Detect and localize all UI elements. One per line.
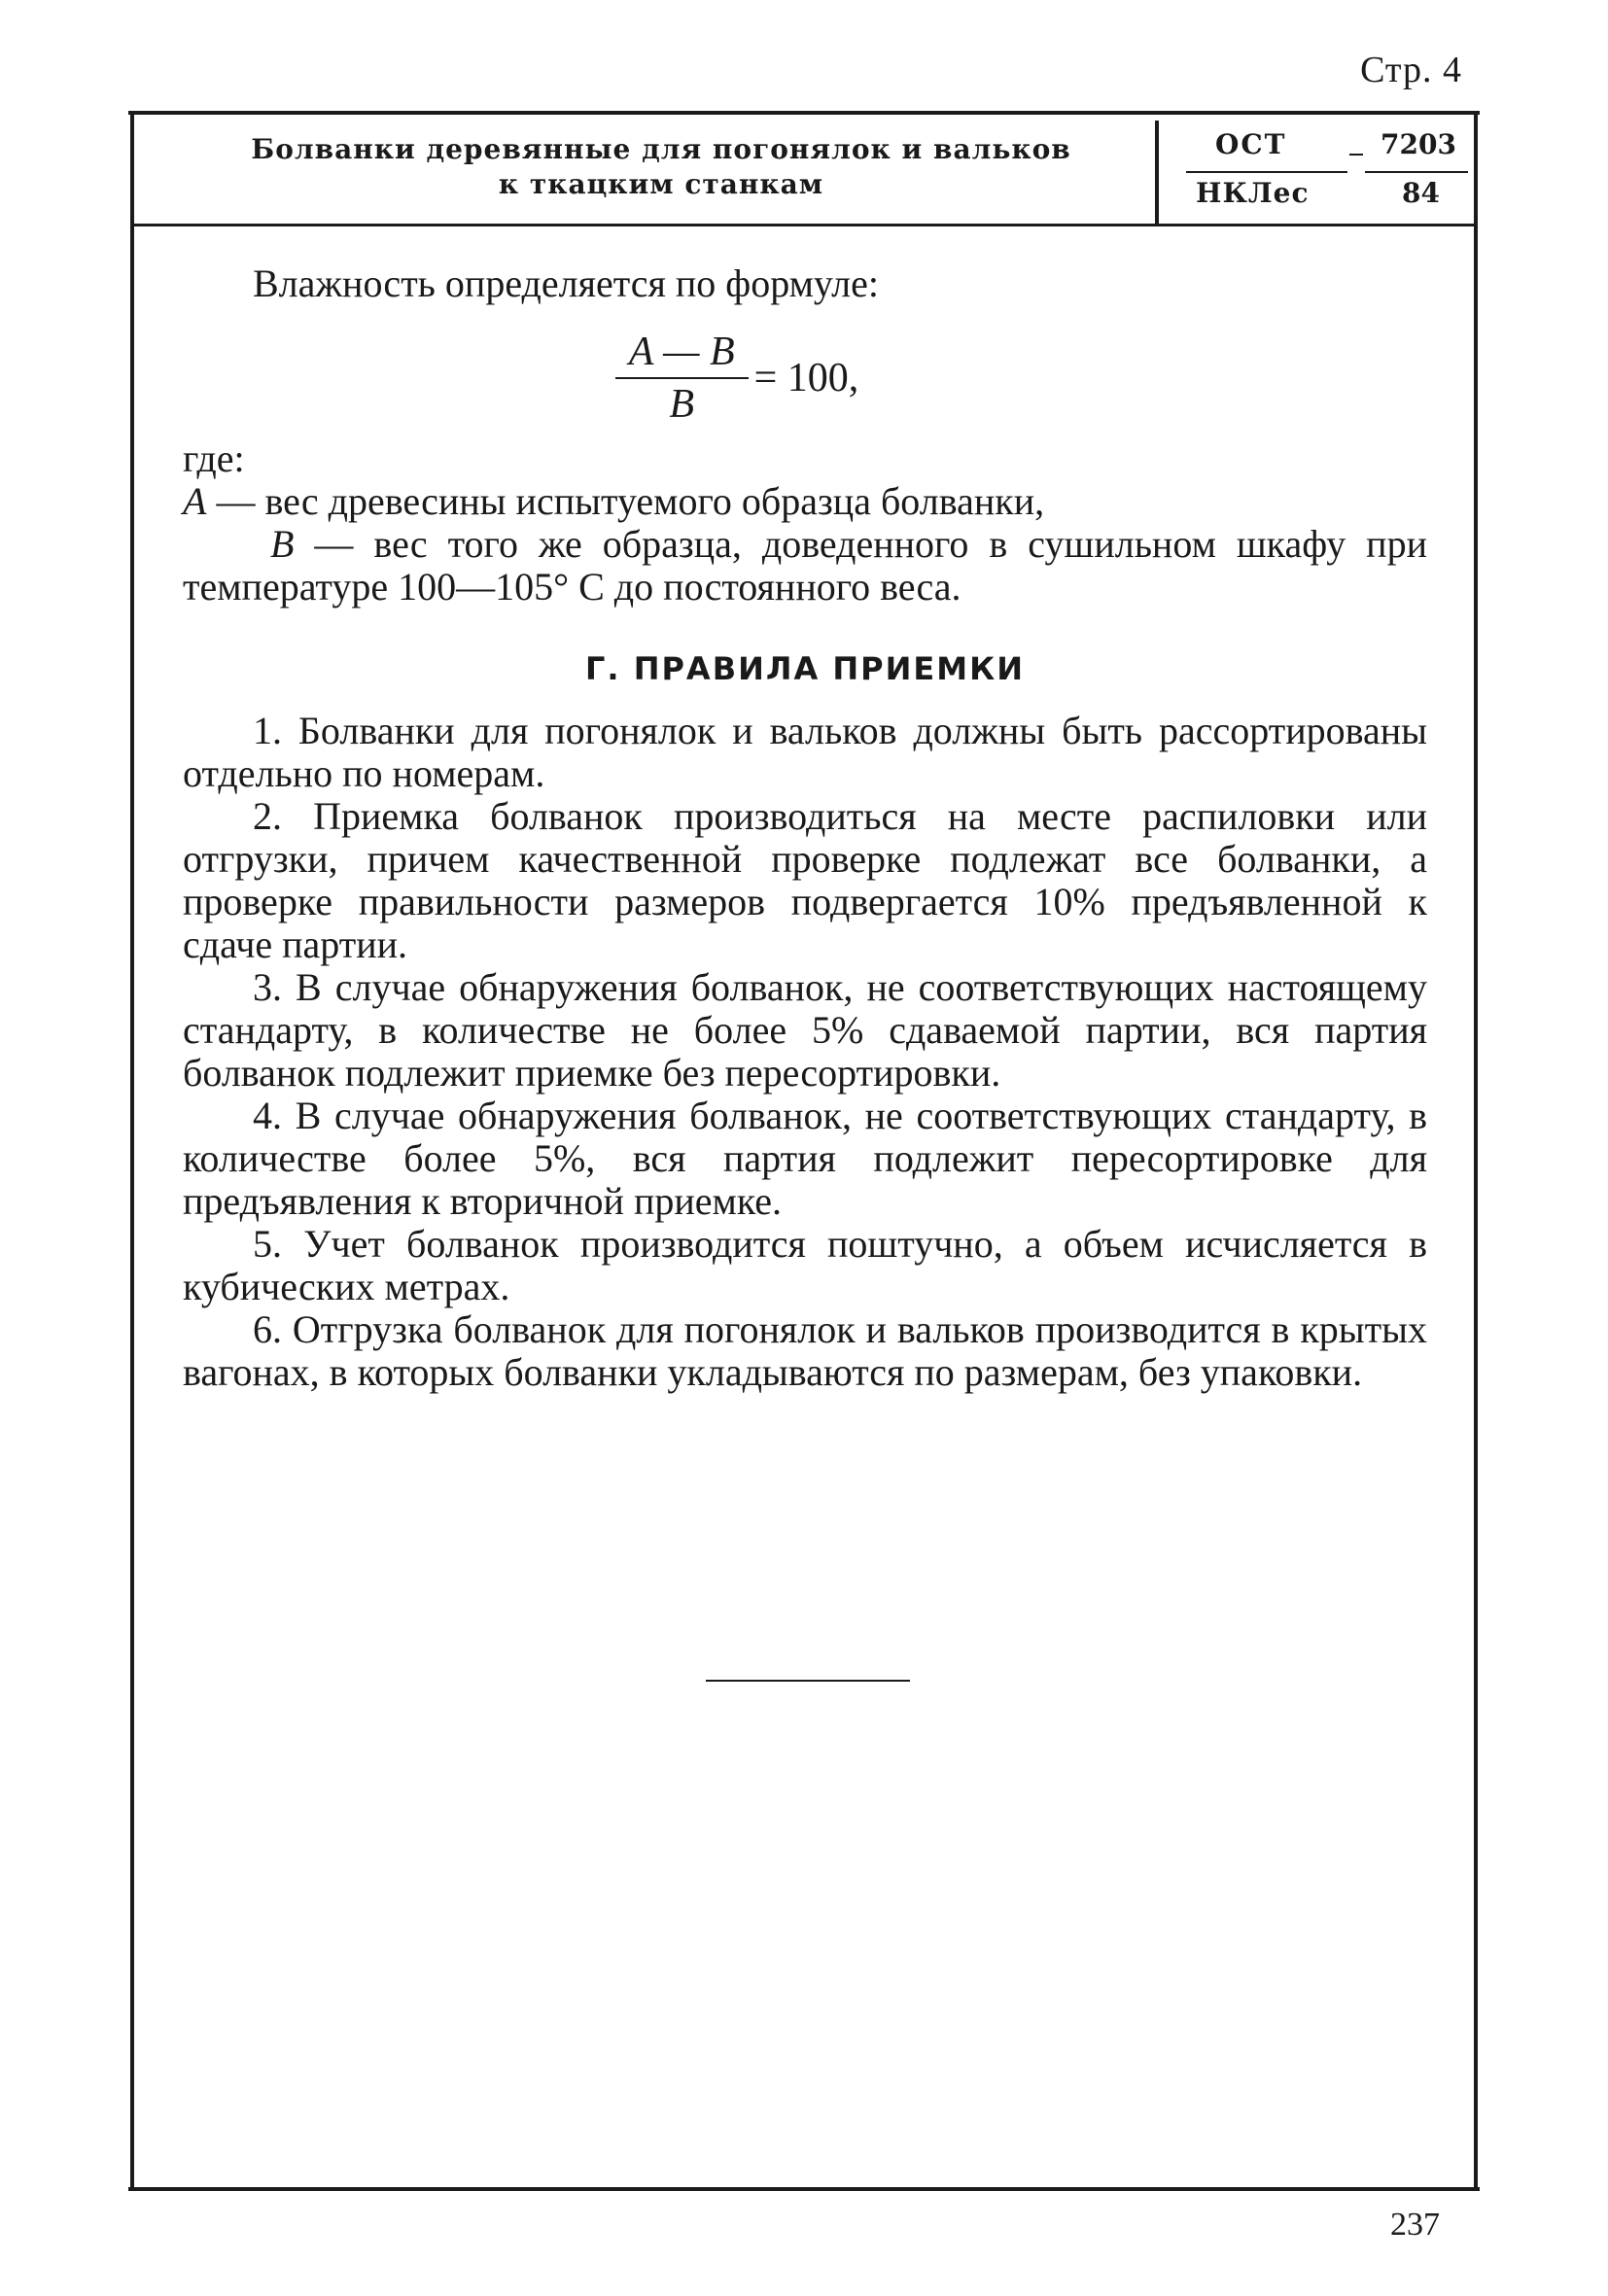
rule-item: 1. Болванки для погонялок и вальков должны быть рассортированы отдельно по номерам. xyxy=(183,709,1427,795)
definition-text: — вес того же образца, доведенного в сушильном шкафу при температуре 100—105° С до постоянного веса. xyxy=(183,522,1427,609)
std-year: 84 xyxy=(1402,177,1440,209)
rule-item: 3. В случае обнаружения болванок, не соответствующих настоящему стандарту, в количестве не более 5% сдаваемой партии, вся партия болванок подлежит приемке без пересортировки. xyxy=(183,965,1427,1095)
header-title-line1: Болванки деревянные для погонялок и вальков xyxy=(251,133,1071,165)
std-rule-left xyxy=(1186,171,1347,173)
definition-text: — вес древесины испытуемого образца болванки, xyxy=(206,479,1045,523)
moisture-formula xyxy=(183,321,1427,435)
header-divider xyxy=(1155,121,1159,224)
formula-denominator: B xyxy=(669,382,694,427)
definition-symbol: B xyxy=(270,522,295,566)
formula-fraction xyxy=(615,330,749,426)
page-number: 237 xyxy=(1390,2207,1440,2243)
section-title: Г. ПРАВИЛА ПРИЕМКИ xyxy=(585,650,1025,687)
intro-text: Влажность определяется по формуле: xyxy=(253,261,879,305)
formula-tail: = 100, xyxy=(753,356,859,400)
where-label: где: xyxy=(183,436,245,480)
formula-numerator: A — B xyxy=(615,330,749,379)
definition-b xyxy=(183,523,1427,609)
definition-a xyxy=(183,480,1427,523)
acceptance-rules xyxy=(183,710,1427,1394)
rule-item: 2. Приемка болванок производиться на месте распиловки или отгрузки, причем качественной проверке подлежат все болванки, а проверке правильности размеров подвергается 10% предъявленной к сдаче партии. xyxy=(183,794,1427,966)
frame-bottom-rule xyxy=(128,2187,1480,2191)
frame-left-rule xyxy=(130,111,134,2187)
rule-item: 4. В случае обнаружения болванок, не соответствующих стандарту, в количестве более 5%, вся партия подлежит пересортировке для предъявления к вторичной приемке. xyxy=(183,1094,1427,1223)
page-label: Стр. 4 xyxy=(1360,50,1462,90)
end-rule xyxy=(706,1680,910,1682)
std-rule-right xyxy=(1365,171,1468,173)
rule-item: 6. Отгрузка болванок для погонялок и вальков производится в крытых вагонах, в которых болванки укладываются по размерам, без упаковки. xyxy=(183,1307,1427,1394)
std-dash xyxy=(1349,154,1363,156)
rule-item: 5. Учет болванок производится поштучно, а объем исчисляется в кубических метрах. xyxy=(183,1222,1427,1308)
definitions xyxy=(183,480,1427,609)
std-ost: ОСТ xyxy=(1215,128,1287,160)
standard-number-block xyxy=(1186,126,1468,220)
main-content xyxy=(183,262,1427,1394)
header-title xyxy=(194,132,1128,202)
header-rule xyxy=(130,224,1478,226)
std-number: 7203 xyxy=(1381,128,1456,160)
std-nklec: НКЛес xyxy=(1196,177,1310,209)
header-title-line2: к ткацким станкам xyxy=(498,168,824,200)
frame-top-rule xyxy=(128,111,1480,115)
frame-right-rule xyxy=(1474,111,1478,2187)
definition-symbol: A xyxy=(183,479,207,523)
